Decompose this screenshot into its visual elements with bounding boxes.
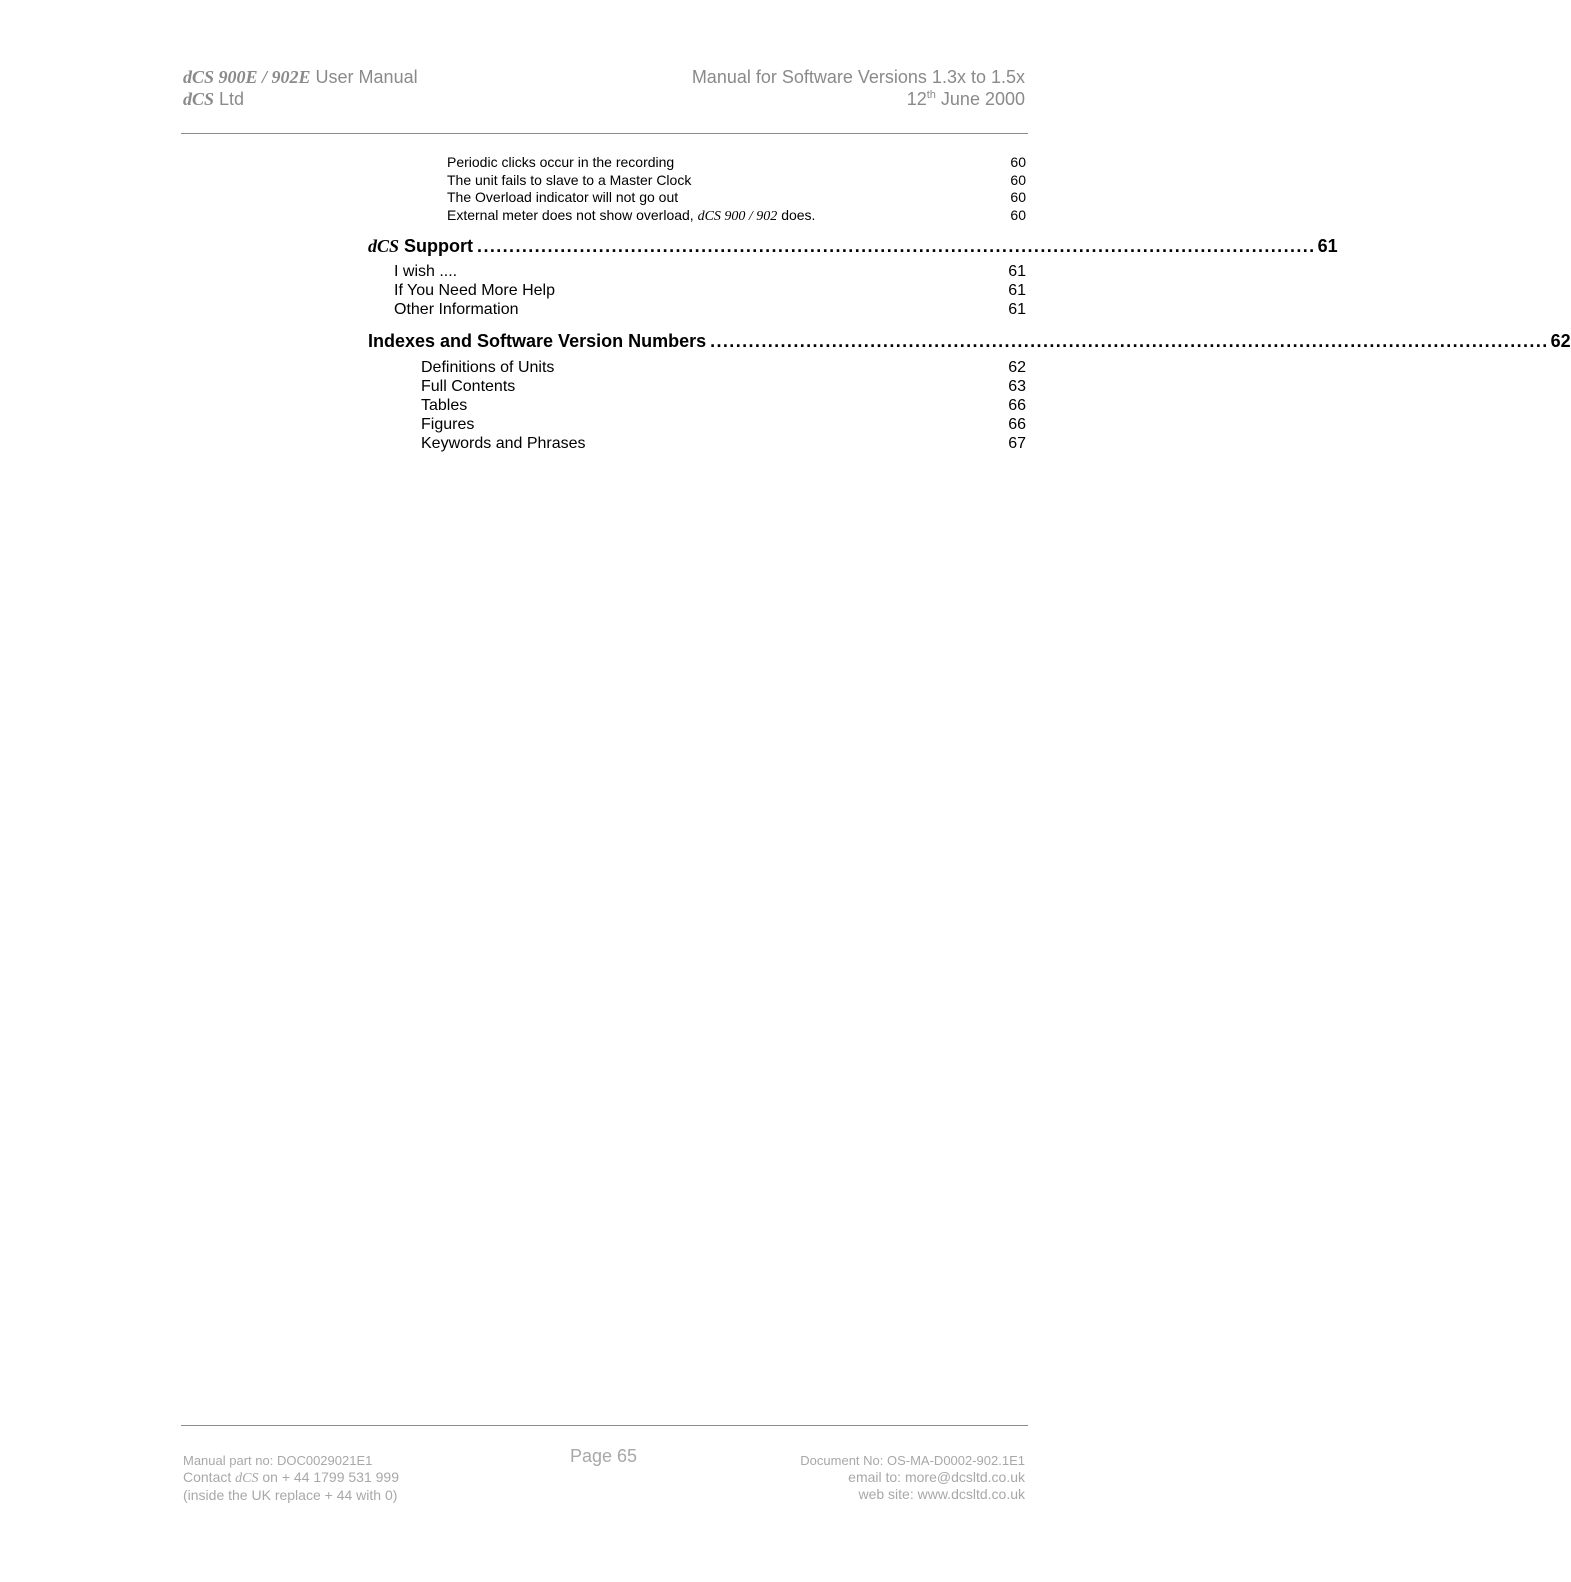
toc-entry-label (447, 207, 815, 226)
toc-entry-label: Full Contents (421, 378, 516, 395)
toc-entry[interactable] (447, 207, 1026, 226)
toc-entry-label: Definitions of Units (421, 359, 555, 376)
toc-entry-label: Keywords and Phrases (421, 435, 586, 452)
date-day: 12 (906, 89, 927, 109)
toc-entry[interactable] (447, 189, 1026, 207)
toc-entry[interactable] (421, 434, 1026, 453)
contact-brand: dCS (235, 1471, 259, 1486)
toc-entry[interactable] (421, 396, 1026, 415)
product-name: dCS 900E / 902E (183, 67, 311, 87)
header-left (183, 66, 418, 110)
toc-entry-label: Other Information (394, 301, 519, 318)
company-suffix: Ltd (219, 89, 245, 109)
toc-entry-page: 60 (1010, 206, 1026, 223)
toc-entry[interactable] (447, 154, 1026, 172)
manual-title-line (183, 66, 418, 88)
document-number: Document No: OS-MA-D0002-902.1E1 (800, 1453, 1025, 1468)
footer-right (800, 1452, 1025, 1503)
dot-leader: ................................................................................................................................... (477, 236, 1316, 256)
toc-entry-label: Tables (421, 397, 468, 414)
toc-entry-page: 61 (1008, 301, 1026, 318)
company-brand: dCS (183, 89, 215, 109)
toc-entry-page: 62 (1008, 359, 1026, 376)
toc-section-indexes[interactable] (368, 330, 1571, 352)
toc-entry-page: 66 (1008, 416, 1026, 433)
toc-entry-label: Figures (421, 416, 475, 433)
toc-entry-page: 61 (1008, 282, 1026, 299)
toc-entry-page: 66 (1008, 397, 1026, 414)
section-brand: dCS (368, 236, 400, 256)
toc-entry-page: 60 (1010, 189, 1026, 205)
toc-entry[interactable] (421, 415, 1026, 434)
toc-entry[interactable] (394, 262, 1026, 281)
toc-entry-label: Periodic clicks occur in the recording (447, 154, 675, 170)
section-title-text: Support (404, 236, 474, 256)
toc-entry-label: The unit fails to slave to a Master Clock (447, 171, 692, 188)
email-link[interactable]: email to: more@dcsltd.co.uk (848, 1469, 1025, 1485)
toc-entry-page: 63 (1008, 378, 1026, 395)
contact-suffix: on + 44 1799 531 999 (258, 1469, 400, 1485)
section-title (368, 235, 473, 257)
section-page: 62 (1550, 331, 1571, 351)
toc-entry[interactable] (394, 281, 1026, 300)
toc-entry[interactable] (394, 300, 1026, 319)
date-ordinal: th (926, 89, 936, 101)
footer-left (183, 1452, 399, 1504)
company-line (183, 88, 418, 110)
toc-entry-label: I wish .... (394, 263, 458, 280)
toc-entry[interactable] (421, 358, 1026, 377)
toc-section-support[interactable] (368, 235, 1338, 257)
section-title: Indexes and Software Version Numbers (368, 331, 707, 351)
software-versions: Manual for Software Versions 1.3x to 1.5x (691, 67, 1025, 87)
dot-leader: ................................................................................................................................... (710, 331, 1549, 351)
toc-entry-page: 60 (1010, 154, 1026, 170)
label-brand: dCS 900 / 902 (697, 208, 778, 224)
toc-entry-page: 67 (1008, 435, 1026, 452)
toc-entry-page: 61 (1008, 263, 1026, 280)
header-divider (181, 133, 1028, 134)
footer-divider (181, 1425, 1028, 1426)
toc-entry-page: 60 (1010, 171, 1026, 188)
uk-note: (inside the UK replace + 44 with 0) (183, 1487, 398, 1503)
toc-entry-label: If You Need More Help (394, 282, 555, 299)
label-suffix: does. (777, 206, 816, 223)
contact-phone (183, 1469, 399, 1487)
manual-part-no: Manual part no: DOC0029021E1 (183, 1453, 373, 1468)
publication-date (692, 88, 1025, 110)
label-prefix: External meter does not show overload, (447, 206, 698, 223)
section-page: 61 (1317, 236, 1338, 256)
manual-label: User Manual (315, 67, 418, 87)
toc-entry[interactable] (421, 377, 1026, 396)
toc-entry[interactable] (447, 172, 1026, 190)
website-link[interactable]: web site: www.dcsltd.co.uk (858, 1486, 1025, 1502)
toc-entry-label: The Overload indicator will not go out (447, 189, 679, 205)
date-rest: June 2000 (940, 89, 1025, 109)
header-right (692, 66, 1025, 110)
page-number: Page 65 (570, 1446, 638, 1466)
contact-prefix: Contact (183, 1469, 236, 1485)
